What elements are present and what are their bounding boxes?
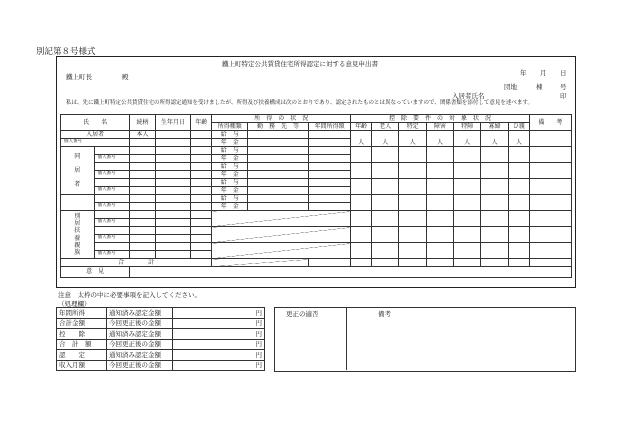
income-type-5: 給 与 bbox=[212, 163, 248, 171]
correction-divider bbox=[346, 307, 347, 370]
income-type-8: 年 金 bbox=[212, 187, 248, 195]
header-age: 年齢 bbox=[191, 115, 212, 131]
header-remarks: 備 考 bbox=[529, 115, 571, 131]
addressee: 鐵上町長 bbox=[66, 73, 92, 81]
income-type-10: 年 金 bbox=[212, 203, 248, 211]
separated-personal-number-2: 個人番号 bbox=[94, 235, 130, 243]
header-relation: 続柄 bbox=[130, 115, 155, 131]
proc-unit-3: 円 bbox=[173, 329, 265, 340]
d-unit-disabled: 人 bbox=[426, 131, 453, 147]
proc-item-1: 通知済み認定金額 bbox=[107, 308, 173, 319]
d-unit-special: 人 bbox=[399, 131, 426, 147]
proc-item-2: 今回更正後の金額 bbox=[107, 318, 173, 329]
header-d-special-dis: 特障 bbox=[454, 123, 481, 131]
header-deduction: 控 除 要 件 の 対 象 状 況 bbox=[351, 115, 530, 123]
row-resident-label: 入居者 bbox=[61, 131, 130, 139]
proc-group-6: 収入月額 bbox=[57, 360, 107, 371]
cohabitant-personal-number-4: 個人番号 bbox=[94, 203, 130, 211]
income-type-4: 年 金 bbox=[212, 155, 248, 163]
date-day: 日 bbox=[560, 69, 567, 77]
separated-personal-number-1: 個人番号 bbox=[94, 219, 130, 227]
cohabitant-personal-number-1: 個人番号 bbox=[94, 155, 130, 163]
header-dob: 生年月日 bbox=[155, 115, 191, 131]
proc-group-3: 控 除 bbox=[57, 329, 107, 340]
proc-group-2: 合計金額 bbox=[57, 318, 107, 329]
processing-label: （処理欄） bbox=[58, 300, 91, 308]
header-annual-income: 年間所得額 bbox=[309, 123, 351, 131]
opinion-label: 意 見 bbox=[61, 267, 130, 278]
header-d-age: 年齢 bbox=[351, 123, 372, 131]
address-building: 棟 bbox=[536, 83, 543, 91]
proc-item-5: 通知済み認定金額 bbox=[107, 350, 173, 361]
cohabitant-personal-number-3: 個人番号 bbox=[94, 187, 130, 195]
d-unit-widow: 人 bbox=[481, 131, 508, 147]
income-type-7: 給 与 bbox=[212, 179, 248, 187]
header-d-single: ひ親 bbox=[508, 123, 529, 131]
header-income-type: 所得種類 bbox=[212, 123, 248, 131]
header-d-elderly: 老人 bbox=[372, 123, 399, 131]
header-income-status: 所 得 の 状 況 bbox=[212, 115, 351, 123]
header-name: 氏 名 bbox=[61, 115, 130, 131]
header-d-widow: 寡婦 bbox=[481, 123, 508, 131]
resident-name-label: 入居者氏名 bbox=[452, 92, 485, 100]
address-estate: 団地 bbox=[504, 83, 517, 91]
proc-group-5: 認 定 bbox=[57, 350, 107, 361]
honorific: 殿 bbox=[122, 73, 129, 81]
d-unit-elderly: 人 bbox=[372, 131, 399, 147]
date-month: 月 bbox=[540, 69, 547, 77]
resident-relation: 本人 bbox=[130, 131, 155, 139]
proc-item-6: 今回更正後の金額 bbox=[107, 360, 173, 371]
d-unit-single: 人 bbox=[508, 131, 529, 147]
d-unit-age: 人 bbox=[351, 131, 372, 147]
separated-personal-number-3: 個人番号 bbox=[94, 251, 130, 259]
opinion-field[interactable] bbox=[130, 267, 572, 278]
total-label: 合 計 bbox=[61, 259, 212, 267]
form-id: 別記第８号様式 bbox=[36, 47, 96, 57]
proc-unit-1: 円 bbox=[173, 308, 265, 319]
proc-unit-6: 円 bbox=[173, 360, 265, 371]
seal-mark: 印 bbox=[560, 92, 567, 100]
proc-item-3: 通知済み認定金額 bbox=[107, 329, 173, 340]
resident-personal-number: 個人番号 bbox=[61, 139, 130, 147]
d-unit-special-dis: 人 bbox=[454, 131, 481, 147]
body-text: 私は、先に鐵上町特定公共賃貸住宅の所得認定通知を受けましたが、所得及び扶養構成は次のとおりであり、認定されたものとは異なっていますので、関係書類を添付して意見を述べます。 bbox=[66, 100, 533, 106]
proc-item-4: 今回更正後の金額 bbox=[107, 339, 173, 350]
proc-group-1: 年間所得 bbox=[57, 308, 107, 319]
proc-group-4: 合 計 額 bbox=[57, 339, 107, 350]
proc-unit-2: 円 bbox=[173, 318, 265, 329]
income-type-9: 給 与 bbox=[212, 195, 248, 203]
proc-unit-4: 円 bbox=[173, 339, 265, 350]
remarks-label: 備考 bbox=[378, 310, 391, 318]
correction-reason-label: 更正の適否 bbox=[286, 310, 319, 318]
row-cohabitant-label: 同 居 者 bbox=[61, 147, 95, 195]
note-text: 注意 太枠の中に必要事項を記入してください。 bbox=[58, 291, 201, 299]
date-year: 年 bbox=[520, 69, 527, 77]
header-d-disabled: 障害 bbox=[426, 123, 453, 131]
income-type-6: 年 金 bbox=[212, 171, 248, 179]
income-table bbox=[60, 114, 572, 278]
processing-table bbox=[56, 307, 265, 371]
form-title: 鐵上町特定公共賃貸住宅所得認定に対する意見申出書 bbox=[222, 60, 378, 68]
income-type-1: 給 与 bbox=[212, 131, 248, 139]
cohabitant-personal-number-2: 個人番号 bbox=[94, 171, 130, 179]
correction-box bbox=[274, 307, 576, 372]
header-d-special: 特定 bbox=[399, 123, 426, 131]
proc-unit-5: 円 bbox=[173, 350, 265, 361]
address-number: 号 bbox=[560, 83, 567, 91]
income-type-2: 年 金 bbox=[212, 139, 248, 147]
row-separated-label: 別 居 扶 養 親 族 bbox=[61, 211, 95, 259]
income-type-3: 給 与 bbox=[212, 147, 248, 155]
header-workplace: 勤 務 先 等 bbox=[248, 123, 309, 131]
